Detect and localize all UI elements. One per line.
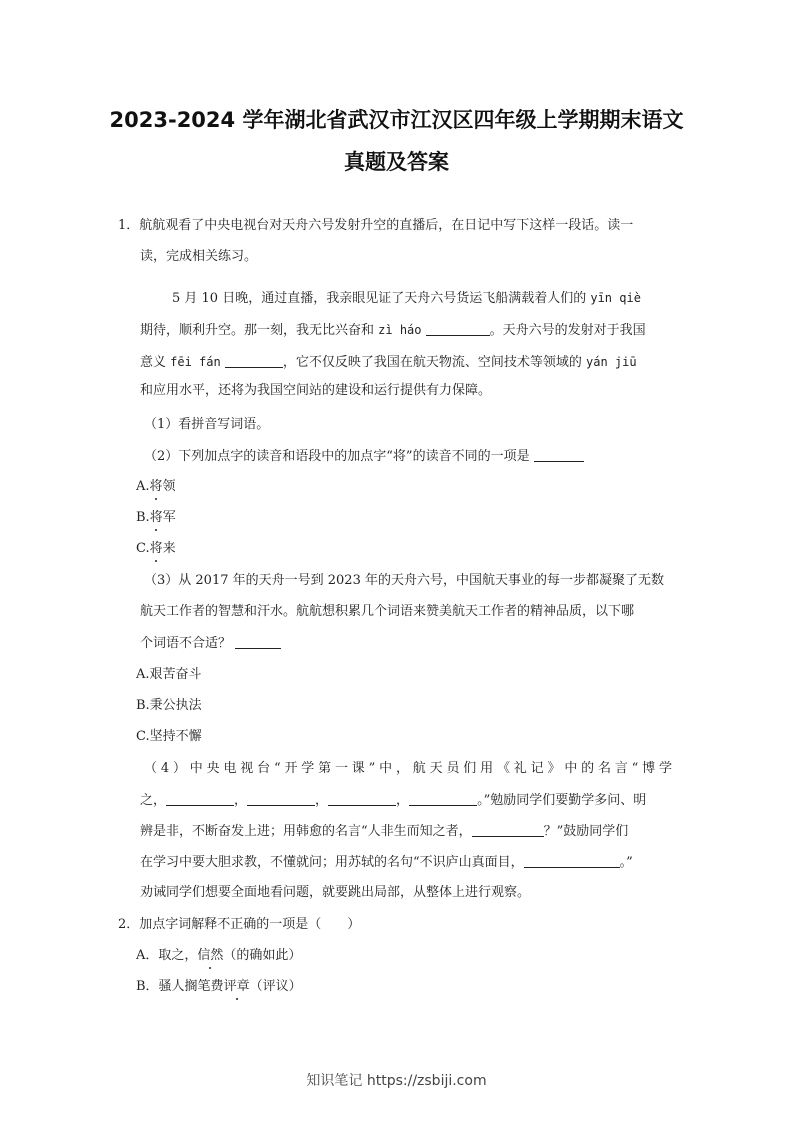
option-letter: B. xyxy=(136,510,150,525)
q1-sub3-option-a[interactable]: A.艰苦奋斗 xyxy=(136,667,202,682)
pinyin-yanjiu: yán jiū xyxy=(586,355,637,369)
q1-passage-line4: 和应用水平，还将为我国空间站的建设和运行提供有力保障。 xyxy=(140,383,492,398)
passage-text: ，它不仅反映了我国在航天物流、空间技术等领域的 xyxy=(282,355,582,370)
passage-text: 意义 xyxy=(140,355,167,370)
passage-text: 5 月 10 日晚，通过直播，我亲眼见证了天舟六号货运飞船满载着人们的 xyxy=(172,291,587,306)
sub3-text: 个词语不合适？ xyxy=(140,636,232,651)
sub4-text: 辨是非，不断奋发上进；用韩愈的名言“人非生而知之者， xyxy=(140,824,472,839)
footer-watermark: 知识笔记 https://zsbiji.com xyxy=(306,1073,487,1089)
option-text: （的确如此） xyxy=(223,948,302,963)
dotted-char: 将 xyxy=(149,510,163,525)
answer-blank-ziha[interactable] xyxy=(426,322,490,336)
dotted-word xyxy=(197,948,223,964)
q1-sub2-option-a[interactable] xyxy=(136,479,176,495)
sub4-text: 。” xyxy=(619,855,633,870)
q1-stem-line2: 读，完成相关练习。 xyxy=(140,249,258,264)
q1-passage-line1 xyxy=(172,290,641,307)
q2-option-a[interactable] xyxy=(136,948,301,964)
dotted-word xyxy=(224,979,250,995)
dotted-char: 将 xyxy=(149,479,163,494)
q2-option-b[interactable] xyxy=(136,979,302,995)
q1-sub2-option-c[interactable] xyxy=(136,541,176,557)
passage-text: 。天舟六号的发射对于我国 xyxy=(489,323,646,338)
dotted-text: 信然 xyxy=(197,948,224,963)
sub2-text: （2）下列加点字的读音和语段中的加点字“将”的读音不同的一项是 xyxy=(144,449,530,464)
pinyin-ziha: zì háo xyxy=(378,323,422,337)
q2-stem: 2．加点字词解释不正确的一项是（ ） xyxy=(118,917,361,932)
comma: ， xyxy=(315,793,329,808)
q1-sub4-line5: 劝诫同学们想要全面地看问题，就要跳出局部，从整体上进行观察。 xyxy=(140,885,531,900)
doc-title-line1: 2023-2024 学年湖北省武汉市江汉区四年级上学期期末语文 xyxy=(109,108,684,132)
q1-sub3-option-c[interactable]: C.坚持不懈 xyxy=(136,729,202,744)
option-text: 来 xyxy=(162,541,176,556)
dotted-char: 将 xyxy=(149,541,163,556)
option-text: 领 xyxy=(162,479,176,494)
comma: ， xyxy=(234,793,248,808)
answer-blank-sub3[interactable] xyxy=(235,635,281,649)
option-text: （评议） xyxy=(249,979,302,994)
q1-sub2 xyxy=(144,448,584,465)
q1-sub4-line4 xyxy=(140,854,633,871)
passage-text: 期待，顺利升空。那一刻，我无比兴奋和 xyxy=(140,323,375,338)
answer-blank-boxue-3[interactable] xyxy=(328,792,396,806)
dotted-text: 评章 xyxy=(223,979,250,994)
sub4-text: 之， xyxy=(140,793,167,808)
q1-sub1: （1）看拼音写词语。 xyxy=(144,417,270,432)
sub4-text: 。”勉励同学们要勤学多问、明 xyxy=(477,793,647,808)
comma: ， xyxy=(396,793,410,808)
sub4-text: ？”鼓励同学们 xyxy=(543,824,629,839)
answer-blank-boxue-1[interactable] xyxy=(166,792,234,806)
answer-blank-sushi[interactable] xyxy=(524,854,620,868)
q1-sub4-line1: （4）中央电视台“开学第一课”中，航天员们用《礼记》中的名言“博学 xyxy=(144,761,672,776)
q1-sub3-line2: 航天工作者的智慧和汗水。航航想积累几个词语来赞美航天工作者的精神品质，以下哪 xyxy=(140,604,635,619)
q1-sub4-line3 xyxy=(140,823,628,840)
pinyin-yinqie: yīn qiè xyxy=(590,291,641,305)
q1-sub3-line1: （3）从 2017 年的天舟一号到 2023 年的天舟六号，中国航天事业的每一步都凝聚了无数 xyxy=(144,573,664,588)
option-text: 军 xyxy=(162,510,176,525)
q1-sub3-line3 xyxy=(140,635,281,652)
answer-blank-hanyu[interactable] xyxy=(472,823,544,837)
option-text: B．骚人搁笔费 xyxy=(136,979,224,994)
answer-blank-sub2[interactable] xyxy=(534,448,584,462)
option-text: A．取之， xyxy=(136,948,198,963)
answer-blank-boxue-4[interactable] xyxy=(409,792,477,806)
option-letter: A. xyxy=(136,479,150,494)
pinyin-feifan: fēi fán xyxy=(170,355,221,369)
doc-title-line2: 真题及答案 xyxy=(344,150,449,174)
answer-blank-feifan[interactable] xyxy=(225,354,283,368)
q1-sub3-option-b[interactable]: B.秉公执法 xyxy=(136,698,202,713)
sub4-text: 在学习中要大胆求教，不懂就问；用苏轼的名句“不识庐山真面目， xyxy=(140,855,524,870)
q1-passage-line2 xyxy=(140,322,646,339)
q1-passage-line3 xyxy=(140,354,637,371)
q1-stem-line1: 1．航航观看了中央电视台对天舟六号发射升空的直播后，在日记中写下这样一段话。读一 xyxy=(118,218,634,233)
q1-sub2-option-b[interactable] xyxy=(136,510,176,526)
answer-blank-boxue-2[interactable] xyxy=(247,792,315,806)
q1-sub4-line2 xyxy=(140,792,646,809)
option-letter: C. xyxy=(136,541,150,556)
